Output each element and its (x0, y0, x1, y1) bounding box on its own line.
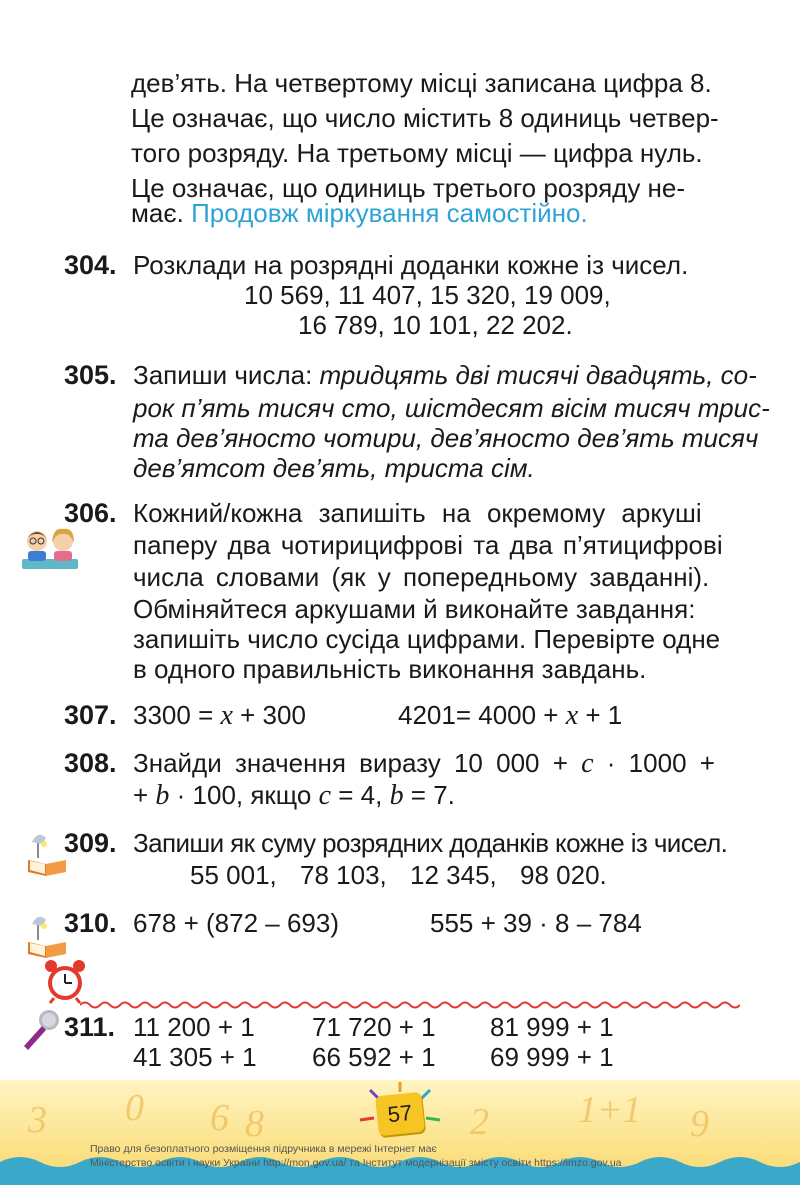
task-306-line-1: Кожний/кожна запишіть на окремому аркуші (133, 498, 702, 528)
task-305-lead: Запиши числа: (133, 360, 320, 390)
task-305-line-3: та дев’яносто чотири, дев’яносто дев’ять тисяч (133, 423, 759, 453)
task-311-r1-c2: 71 720 + 1 (312, 1012, 436, 1042)
variable-x: x (220, 700, 233, 731)
task-number-311: 311. (64, 1012, 116, 1042)
task-306-line-3: числа словами (як у попередньому завданні). (133, 562, 710, 592)
intro-hint: Продовж міркування самостійно. (191, 198, 588, 228)
intro-line-4: Це означає, що одиниць третього розряду не- (131, 173, 686, 203)
task-309-number-3: 12 345, (410, 860, 497, 890)
task-number-309: 309. (64, 828, 117, 858)
variable-b: b (155, 780, 170, 811)
task-311-r2-c2: 66 592 + 1 (312, 1042, 436, 1072)
task-308-line-2 (133, 780, 455, 811)
task-306-line-4: Обміняйтеся аркушами й виконайте завдання: (133, 594, 696, 624)
eq1-right: + 300 (232, 700, 306, 730)
alarm-clock-icon (42, 958, 88, 1004)
task-number-308: 308. (64, 748, 117, 778)
bg-digit: 3 (28, 1099, 47, 1141)
variable-c: c (318, 780, 332, 811)
task-number-304: 304. (64, 250, 117, 280)
expr-plus: + (133, 780, 156, 810)
task-number-310: 310. (64, 908, 117, 938)
bg-digit: 6 (210, 1097, 229, 1139)
eq1-left: 3300 = (133, 700, 221, 730)
microphone-icon (18, 1008, 62, 1052)
task-307-equation-2 (398, 700, 622, 731)
task-305-line-4: дев’ятсот дев’ять, триста сім. (133, 453, 535, 483)
expr-mid: · 1000 + (593, 748, 715, 778)
task-number-307: 307. (64, 700, 117, 730)
task-304-text: Розклади на розрядні доданки кожне із чисел. (133, 250, 689, 280)
task-305-line-2: рок п’ять тисяч сто, шістдесят вісім тисяч трис- (133, 393, 770, 423)
intro-line-1: дев’ять. На четвертому місці записана цифра 8. (131, 68, 712, 98)
task-311-r1-c3: 81 999 + 1 (490, 1012, 614, 1042)
copyright-line-2: Міністерство освіти і науки України http://mon.gov.ua/ та Інститут модернізації змісту освіти https://imzo.gov.ua (90, 1157, 622, 1169)
expr-start: Знайди значення виразу 10 000 + (133, 748, 582, 778)
value-b: = 7. (403, 780, 455, 810)
task-310-expression-2: 555 + 39 · 8 – 784 (430, 908, 642, 938)
task-number-305: 305. (64, 360, 117, 390)
copyright-line-1: Право для безоплатного розміщення підручника в мережі Інтернет має (90, 1143, 437, 1155)
task-311-r1-c1: 11 200 + 1 (133, 1012, 255, 1042)
variable-x: x (565, 700, 579, 731)
task-305-line-1 (133, 360, 757, 390)
task-306-line-6: в одного правильність виконання завдань. (133, 654, 647, 684)
value-c: = 4, (331, 780, 390, 810)
eq2-left: 4201= 4000 + (398, 700, 566, 730)
eq2-right: + 1 (578, 700, 623, 730)
intro-line-3: того розряду. На третьому місці — цифра нуль. (131, 138, 703, 168)
bg-digit: 1+1 (578, 1089, 642, 1131)
variable-c: c (581, 748, 594, 779)
page-number: 57 (375, 1092, 425, 1137)
task-309-number-4: 98 020. (520, 860, 607, 890)
intro-text: має. (131, 198, 192, 228)
task-304-numbers-2: 16 789, 10 101, 22 202. (298, 310, 573, 340)
task-304-numbers-1: 10 569, 11 407, 15 320, 19 009, (244, 280, 611, 310)
variable-b: b (389, 780, 404, 811)
task-307-equation-1 (133, 700, 306, 731)
bg-digit: 2 (470, 1101, 489, 1143)
task-311-r2-c3: 69 999 + 1 (490, 1042, 614, 1072)
task-309-number-2: 78 103, (300, 860, 387, 890)
wavy-divider (80, 1000, 740, 1010)
task-306-line-2: паперу два чотирицифрові та два п’ятицифрові (133, 530, 723, 560)
pair-work-icon (20, 525, 80, 571)
bg-digit: 8 (245, 1103, 264, 1145)
expr-condition: · 100, якщо (169, 780, 319, 810)
task-311-r2-c1: 41 305 + 1 (133, 1042, 257, 1072)
intro-line-5 (131, 198, 588, 228)
task-306-line-5: запишіть число сусіда цифрами. Перевірте одне (133, 624, 721, 654)
task-number-306: 306. (64, 498, 117, 528)
task-309-text: Запиши як суму розрядних доданків кожне із чисел. (133, 828, 728, 858)
task-305-words: тридцять дві тисячі двадцять, со- (319, 360, 757, 390)
task-309-number-1: 55 001, (190, 860, 277, 890)
task-308-line-1 (133, 748, 715, 779)
bg-digit: 9 (690, 1103, 709, 1145)
intro-line-2: Це означає, що число містить 8 одиниць четвер- (131, 103, 719, 133)
bg-digit: 0 (125, 1087, 144, 1129)
task-310-expression-1: 678 + (872 – 693) (133, 908, 339, 938)
